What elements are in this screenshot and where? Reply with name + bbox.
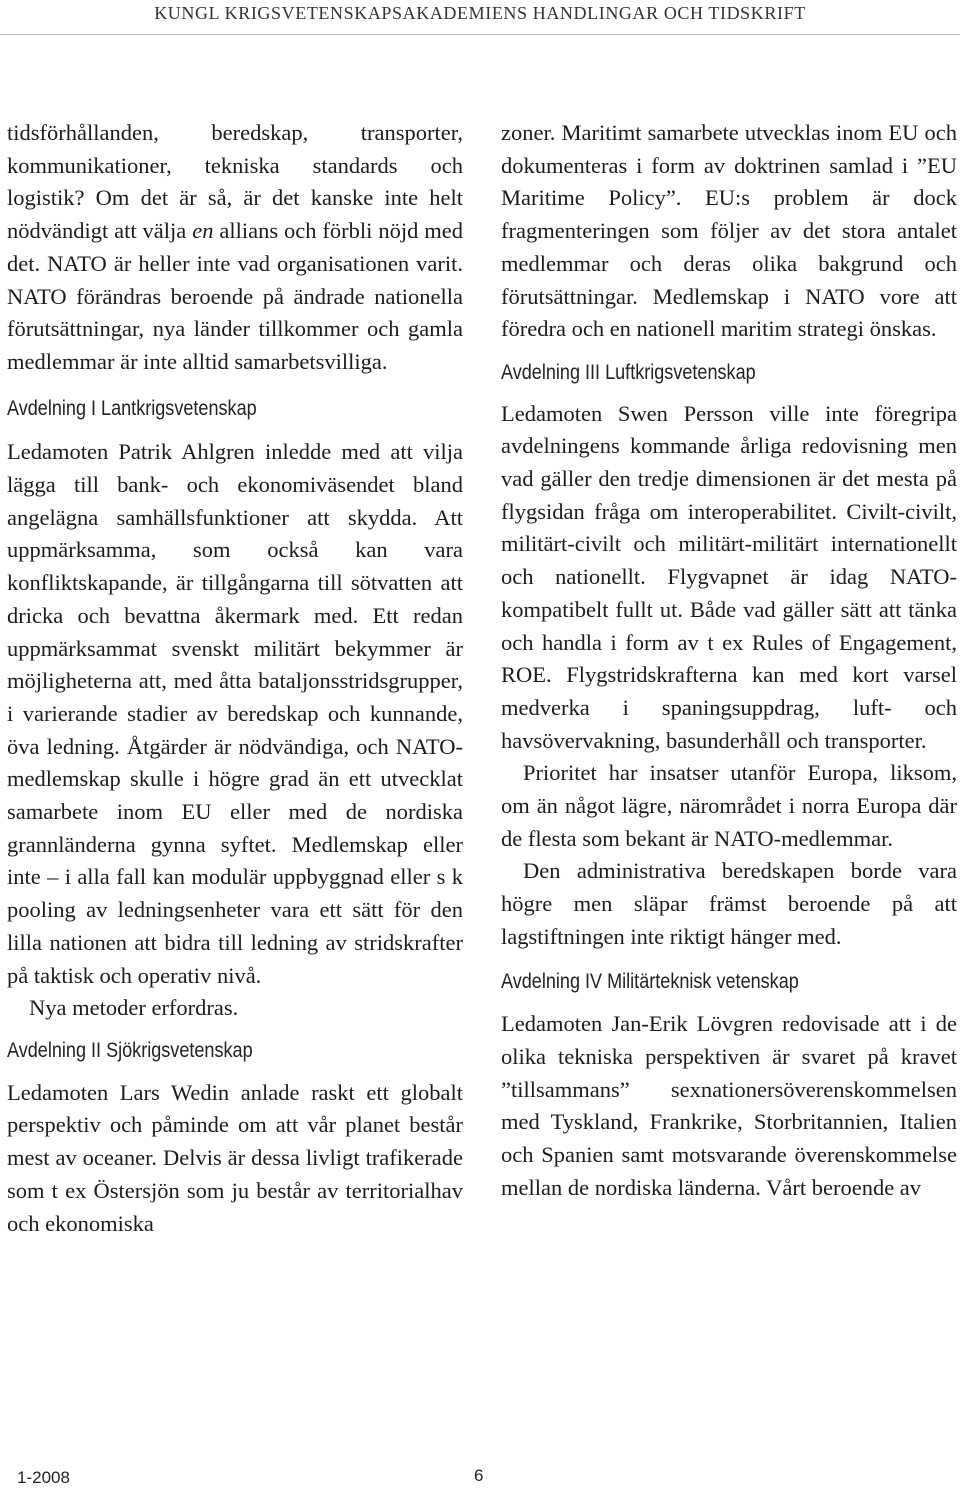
section-heading-lantkrig: Avdelning I Lantkrigsvetenskap <box>7 396 257 420</box>
running-header <box>0 0 960 35</box>
emphasized-word: en <box>192 218 214 244</box>
paragraph-text: tidsförhållanden, beredskap, transporter, kommunikationer, tekniska standards och logistik? Om det är så, är det kanske inte helt nödvändigt att välja en allians och förbli nöjd med det. NATO är heller inte vad organisationen varit. NATO förändras beroende på ändrade nationella förutsättningar, nya länder tillkommer och gamla medlemmar är inte alltid samarbetsvilliga. <box>7 120 463 374</box>
section-heading-militarteknisk: Avdelning IV Militärteknisk vetenskap <box>501 969 799 993</box>
paragraph: Ledamoten Jan-Erik Lövgren redovisade att i de olika tekniska perspektiven är svaret på kravet ”tillsammans” sexnationersöverenskommelsen med Tyskland, Frankrike, Storbritannien, Italien och Spanien samt motsvarande överenskommelse mellan de nordiska länderna. Vårt beroende av <box>501 1011 957 1200</box>
section-heading-luftkrig: Avdelning III Luftkrigsvetenskap <box>501 360 756 384</box>
paragraph: Prioritet har insatser utanför Europa, liksom, om än något lägre, närområdet i norra Europa där de flesta som bekant är NATO-medlemmar. <box>501 760 957 851</box>
paragraph: Ledamoten Patrik Ahlgren inledde med att vilja lägga till bank- och ekonomiväsendet bland angelägna samhällsfunktioner att skydda. Att uppmärksamma, som också kan vara konfliktskapande, är tillgångarna till sötvatten att dricka och bevattna åkermark med. Ett redan uppmärksammat svenskt militärt bekymmer är möjligheterna att, med åtta bataljonsstridsgrupper, i varierande stadier av beredskap och kunnande, öva ledning. Åtgärder är nödvändiga, och NATO-medlemskap skulle i högre grad än ett utvecklat samarbete inom EU eller med de nordiska grannländerna gynna syftet. Medlemskap eller inte – i alla fall kan modulär uppbyggnad eller s k pooling av ledningsenheter vara ett sätt för den lilla nationen att bidra till ledning av stridskrafter på taktisk och operativ nivå. <box>7 439 463 988</box>
paragraph: zoner. Maritimt samarbete utvecklas inom EU och dokumenteras i form av doktrinen samlad i ”EU Maritime Policy”. EU:s problem är dock fragmenteringen som följer av det stora antalet medlemmar och deras olika bakgrund och förutsättningar. Medlemskap i NATO vore att föredra och en nationell maritim strategi önskas. <box>501 120 957 342</box>
paragraph: Nya metoder erfordras. <box>29 995 239 1021</box>
paragraph: Ledamoten Swen Persson ville inte föregripa avdelningens kommande årliga redovisning men vad gäller den tredje dimensionen är det mesta på flygsidan fråga om interoperabilitet. Civilt-civilt, militärt-civilt och militärt-militärt internationellt och nationellt. Flygvapnet är idag NATO-kompatibelt fullt ut. Både vad gäller sätt att tänka och handla i form av t ex Rules of Engagement, ROE. Flygstridskrafterna kan med kort varsel medverka i spaningsuppdrag, luft- och havsövervakning, basunderhåll och transporter. <box>501 400 957 753</box>
paragraph: Den administrativa beredskapen borde vara högre men släpar främst beroende på att lagstiftningen inte riktigt hänger med. <box>501 858 957 949</box>
page-number: 6 <box>474 1466 484 1485</box>
left-column <box>7 117 463 1240</box>
paragraph: Ledamoten Lars Wedin anlade raskt ett globalt perspektiv och påminde om att vår planet består mest av oceaner. Delvis är dessa livligt trafikerade som t ex Östersjön som ju består av territorialhav och ekonomiska <box>7 1079 463 1236</box>
journal-title: KUNGL KRIGSVETENSKAPSAKADEMIENS HANDLINGAR OCH TIDSKRIFT <box>154 3 806 23</box>
issue-number: 1-2008 <box>17 1468 70 1487</box>
right-column <box>501 117 957 1205</box>
section-heading-sjokrig: Avdelning II Sjökrigsvetenskap <box>7 1038 253 1062</box>
paragraph <box>7 117 463 379</box>
